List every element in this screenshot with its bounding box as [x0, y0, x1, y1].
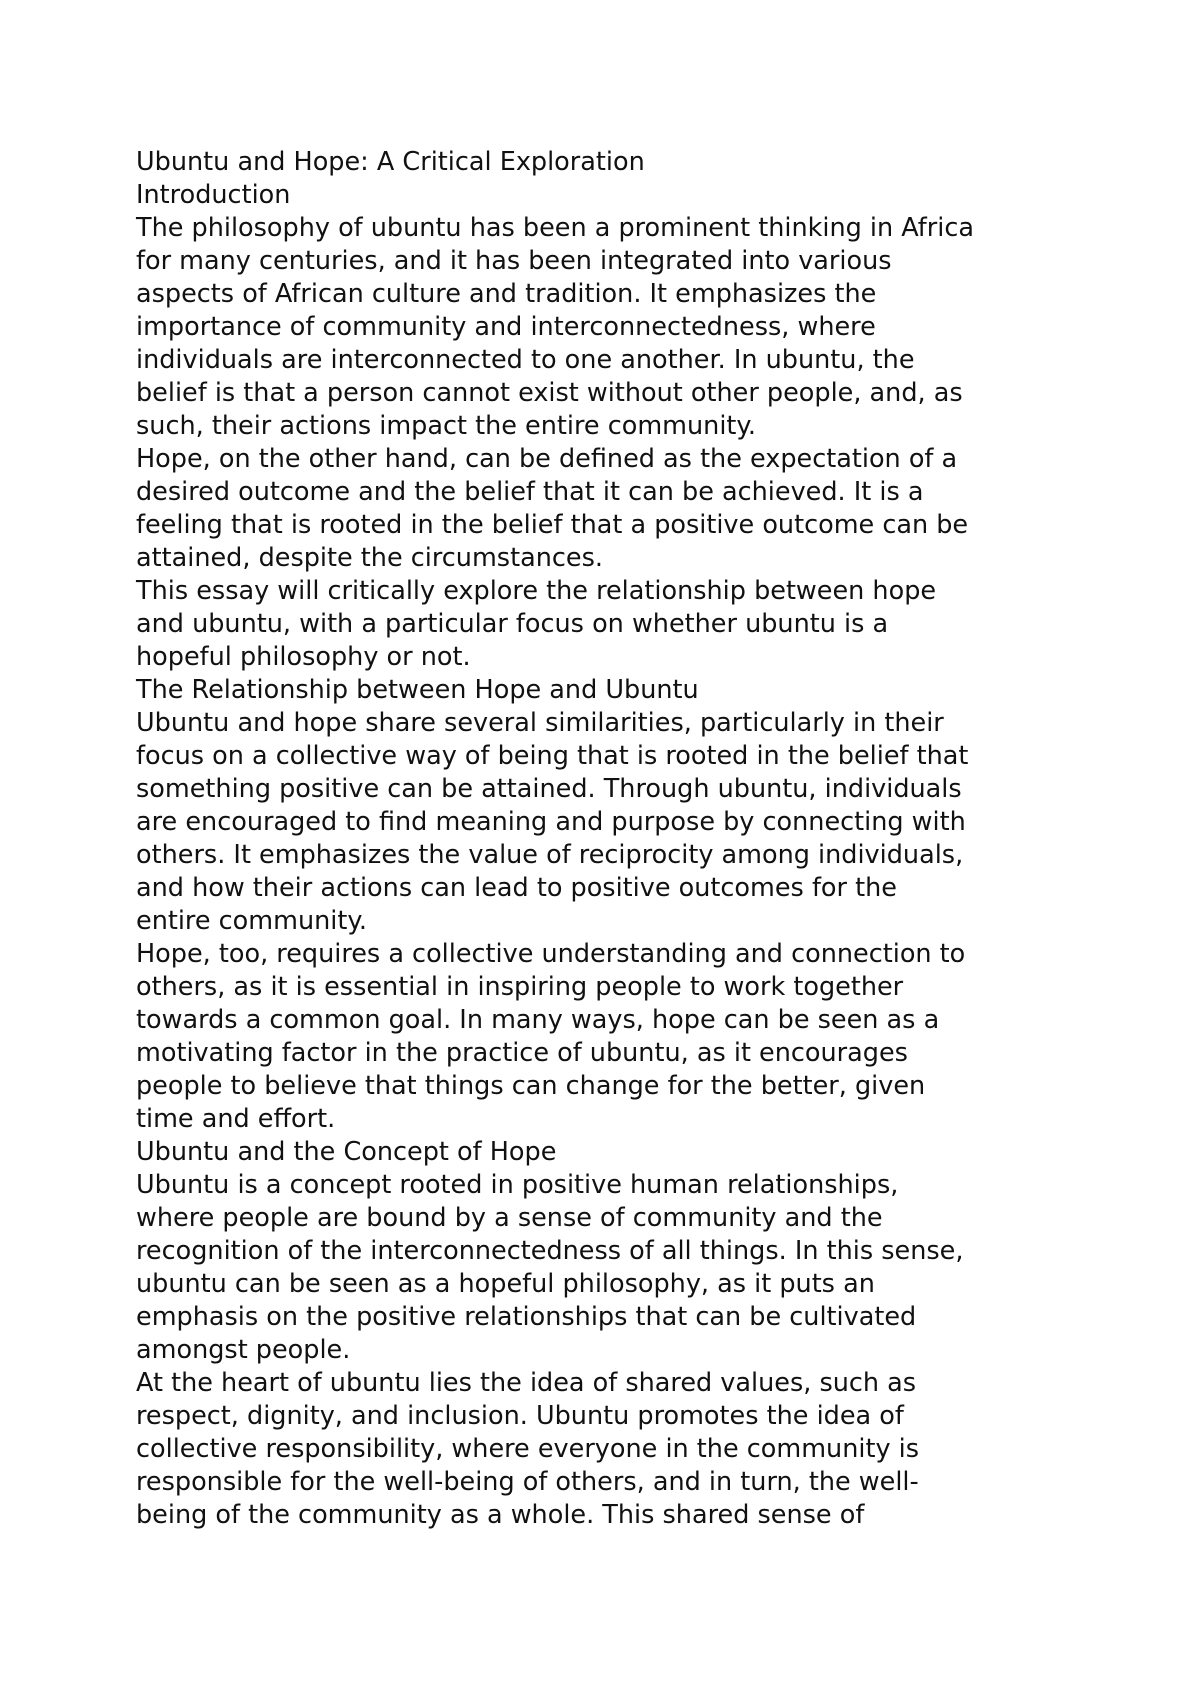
text-line: and ubuntu, with a particular focus on whether ubuntu is a: [136, 609, 889, 639]
section-heading-concept-of-hope: Ubuntu and the Concept of Hope: [136, 1137, 557, 1167]
text-line: for many centuries, and it has been integrated into various: [136, 246, 892, 276]
text-line: This essay will critically explore the relationship between hope: [136, 576, 937, 606]
text-line: feeling that is rooted in the belief that a positive outcome can be: [136, 510, 969, 540]
text-line: motivating factor in the practice of ubuntu, as it encourages: [136, 1038, 908, 1068]
text-line: attained, despite the circumstances.: [136, 543, 603, 573]
text-line: being of the community as a whole. This shared sense of: [136, 1500, 865, 1530]
text-line: At the heart of ubuntu lies the idea of shared values, such as: [136, 1368, 917, 1398]
text-line: time and effort.: [136, 1104, 336, 1134]
text-line: The philosophy of ubuntu has been a prominent thinking in Africa: [136, 213, 974, 243]
text-line: such, their actions impact the entire community.: [136, 411, 756, 441]
text-line: Hope, on the other hand, can be defined as the expectation of a: [136, 444, 958, 474]
text-line: importance of community and interconnectedness, where: [136, 312, 876, 342]
text-line: Ubuntu and hope share several similarities, particularly in their: [136, 708, 944, 738]
text-line: recognition of the interconnectedness of all things. In this sense,: [136, 1236, 964, 1266]
text-line: people to believe that things can change for the better, given: [136, 1071, 926, 1101]
text-line: emphasis on the positive relationships that can be cultivated: [136, 1302, 917, 1332]
document-body: [136, 146, 1096, 1532]
text-line: belief is that a person cannot exist without other people, and, as: [136, 378, 963, 408]
text-line: focus on a collective way of being that is rooted in the belief that: [136, 741, 969, 771]
text-line: others, as it is essential in inspiring people to work together: [136, 972, 904, 1002]
text-line: ubuntu can be seen as a hopeful philosophy, as it puts an: [136, 1269, 875, 1299]
text-line: and how their actions can lead to positive outcomes for the: [136, 873, 897, 903]
text-line: respect, dignity, and inclusion. Ubuntu promotes the idea of: [136, 1401, 904, 1431]
section-heading-introduction: Introduction: [136, 180, 291, 210]
text-line: others. It emphasizes the value of reciprocity among individuals,: [136, 840, 964, 870]
text-line: where people are bound by a sense of community and the: [136, 1203, 883, 1233]
text-line: are encouraged to find meaning and purpose by connecting with: [136, 807, 966, 837]
text-line: amongst people.: [136, 1335, 351, 1365]
text-line: something positive can be attained. Through ubuntu, individuals: [136, 774, 962, 804]
text-line: individuals are interconnected to one another. In ubuntu, the: [136, 345, 915, 375]
text-line: aspects of African culture and tradition. It emphasizes the: [136, 279, 877, 309]
text-line: desired outcome and the belief that it can be achieved. It is a: [136, 477, 924, 507]
text-line: Hope, too, requires a collective understanding and connection to: [136, 939, 966, 969]
text-line: hopeful philosophy or not.: [136, 642, 471, 672]
text-line: collective responsibility, where everyone in the community is: [136, 1434, 920, 1464]
text-line: entire community.: [136, 906, 367, 936]
section-heading-relationship: The Relationship between Hope and Ubuntu: [136, 675, 699, 705]
text-line: Ubuntu is a concept rooted in positive human relationships,: [136, 1170, 899, 1200]
text-line: towards a common goal. In many ways, hope can be seen as a: [136, 1005, 940, 1035]
text-line: responsible for the well-being of others, and in turn, the well-: [136, 1467, 919, 1497]
document-title: Ubuntu and Hope: A Critical Exploration: [136, 147, 645, 177]
